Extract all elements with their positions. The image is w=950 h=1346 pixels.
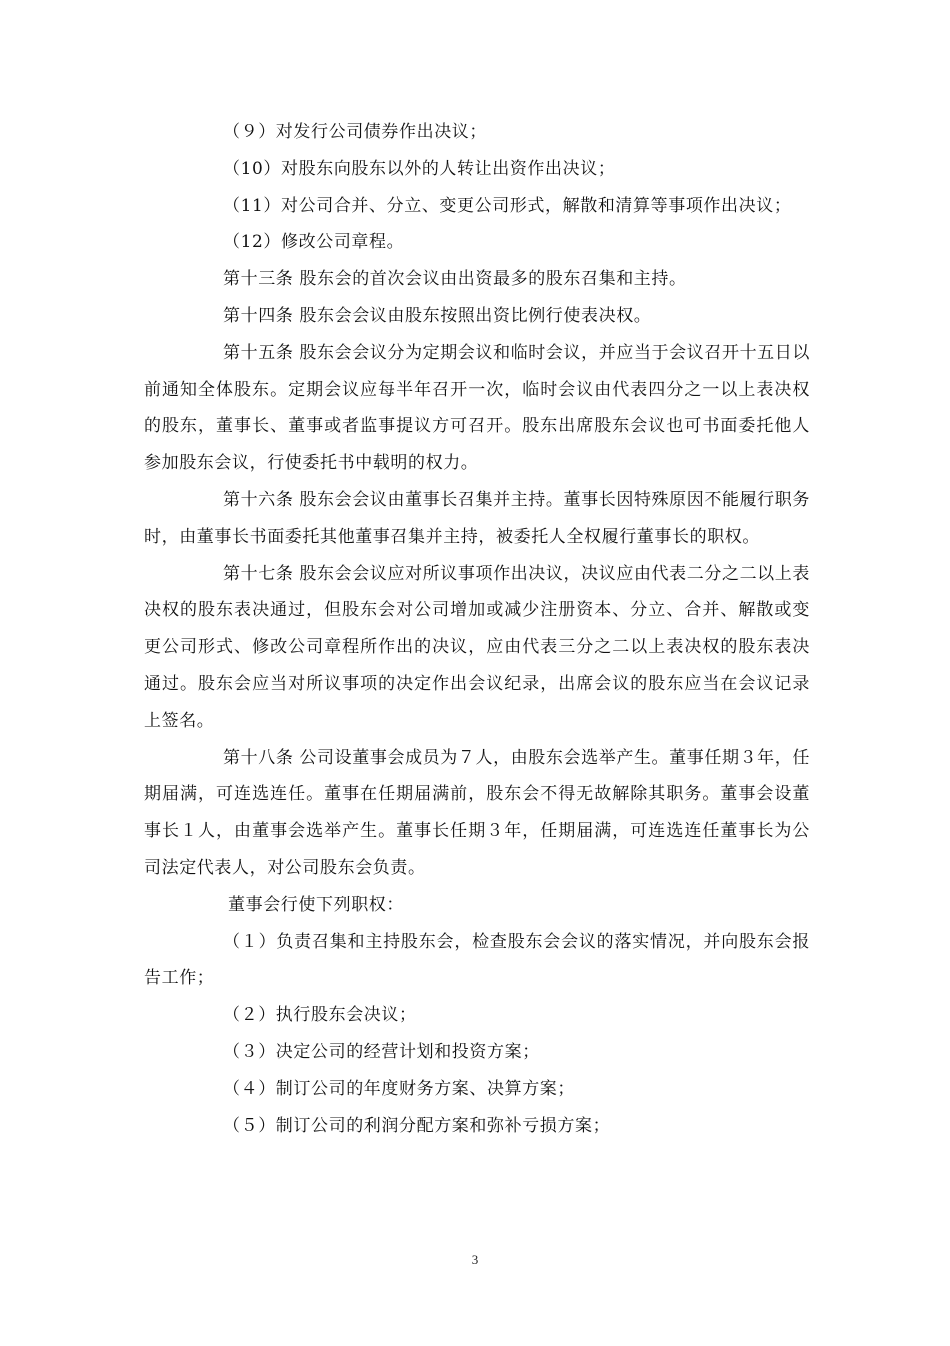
list-item-12: （12）修改公司章程。 (223, 232, 405, 253)
board-list-item-1: （１）负责召集和主持股东会，检查股东会会议的落实情况，并向股东会报告工作； (144, 931, 810, 989)
article-13: 第十三条 股东会的首次会议由出资最多的股东召集和主持。 (223, 269, 687, 290)
article-18: 第十八条 公司设董事会成员为７人，由股东会选举产生。董事任期３年，任期届满，可连选连任。董事在任期届满前，股东会不得无故解除其职务。董事会设董事长１人，由董事会选举产生。董事长任期３年，任期届满，可连选连任董事长为公司法定代表人，对公司股东会负责。 (144, 747, 810, 878)
article-16: 第十六条 股东会会议由董事长召集并主持。董事长因特殊原因不能履行职务时，由董事长书面委托其他董事召集并主持，被委托人全权履行董事长的职权。 (144, 489, 810, 547)
document-body (144, 114, 810, 1144)
list-item-9: （９）对发行公司债券作出决议； (223, 122, 487, 142)
board-powers-intro: 董事会行使下列职权： (228, 894, 404, 915)
list-item-11: （11）对公司合并、分立、变更公司形式，解散和清算等事项作出决议； (223, 195, 792, 216)
list-item-10: （10）对股东向股东以外的人转让出资作出决议； (223, 158, 616, 179)
article-15: 第十五条 股东会会议分为定期会议和临时会议，并应当于会议召开十五日以前通知全体股东。定期会议应每半年召开一次，临时会议由代表四分之一以上表决权的股东，董事长、董事或者监事提议方可召开。股东出席股东会议也可书面委托他人参加股东会议，行使委托书中载明的权力。 (144, 342, 810, 474)
page-number: 3 (471, 1252, 479, 1267)
board-list-item-3: （３）决定公司的经营计划和投资方案； (223, 1041, 540, 1062)
article-14: 第十四条 股东会会议由股东按照出资比例行使表决权。 (223, 305, 652, 326)
board-list-item-4: （４）制订公司的年度财务方案、决算方案； (223, 1078, 575, 1099)
board-list-item-2: （２）执行股东会决议； (223, 1005, 417, 1026)
board-list-item-5: （５）制订公司的利润分配方案和弥补亏损方案； (223, 1115, 611, 1136)
article-17: 第十七条 股东会会议应对所议事项作出决议，决议应由代表二分之二以上表决权的股东表决通过，但股东会对公司增加或减少注册资本、分立、合并、解散或变更公司形式、修改公司章程所作出的决议，应由代表三分之二以上表决权的股东表决通过。股东会应当对所议事项的决定作出会议纪录，出席会议的股东应当在会议记录上签名。 (144, 563, 810, 731)
